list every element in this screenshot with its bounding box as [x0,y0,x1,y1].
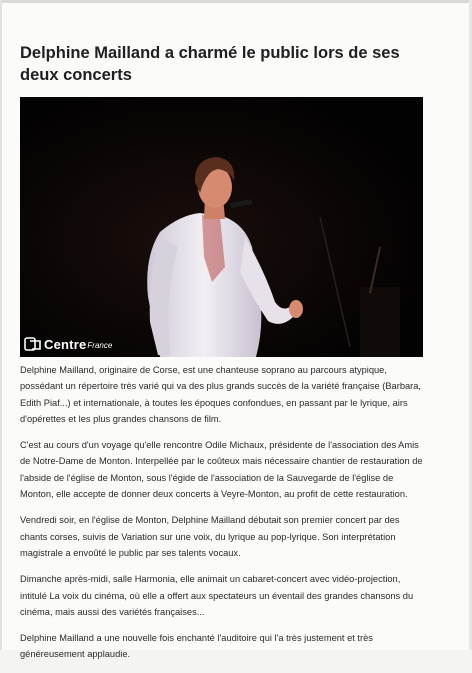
paragraph-5: Delphine Mailland a une nouvelle fois enchanté l'auditoire qui l'a très justement et très généreusement applaudie. [20,633,373,660]
concert-photo [20,97,423,357]
stage-equipment [360,287,400,357]
scan-edge-left [0,0,2,650]
centre-france-logo-icon [24,337,42,351]
paragraph-4: Dimanche après-midi, salle Harmonia, elle animait un cabaret-concert avec vidéo-projection, intitulé La voix du cinéma, où elle a offert aux spectateurs un éventail des grandes chansons du cinéma, mais aussi des variétés françaises... [20,574,414,617]
paragraph-3: Vendredi soir, en l'église de Monton, Delphine Mailland débutait son premier concert par des chants corses, suivis de Variation sur une voix, du lyrique au pop-lyrique. Son interprétation magistrale a envoûté le public par ses talents vocaux. [20,515,400,558]
photo-credit [24,336,112,352]
credit-name: Centre [44,336,87,352]
paragraph-1: Delphine Mailland, originaire de Corse, est une chanteuse soprano au parcours atypique, possédant un répertoire très varié qui va des plus grands succès de la variété française (Barbara, Edith Piaf...) et internationale, à toutes les époques confondues, en passant par le lyrique, airs d'opérettes et les plus grandes chansons de film. [20,365,422,424]
right-hand [289,300,303,318]
article-title: Delphine Mailland a charmé le public lors de ses deux concerts [20,44,400,84]
paragraph-2: C'est au cours d'un voyage qu'elle rencontre Odile Michaux, présidente de l'association des Amis de Notre-Dame de Monton. Interpellée par le coûteux mais nécessaire chantier de restauration de l'abside de l'église de Monton, sous l'égide de l'association de la Sauvegarde de l'église de Monton, elle accepte de donner deux concerts à Veyre-Monton, au profit de cette restauration. [20,440,423,500]
article-body [20,362,423,673]
singer-illustration [20,97,423,357]
credit-suffix: France [87,341,113,350]
scan-edge-top [0,0,472,3]
